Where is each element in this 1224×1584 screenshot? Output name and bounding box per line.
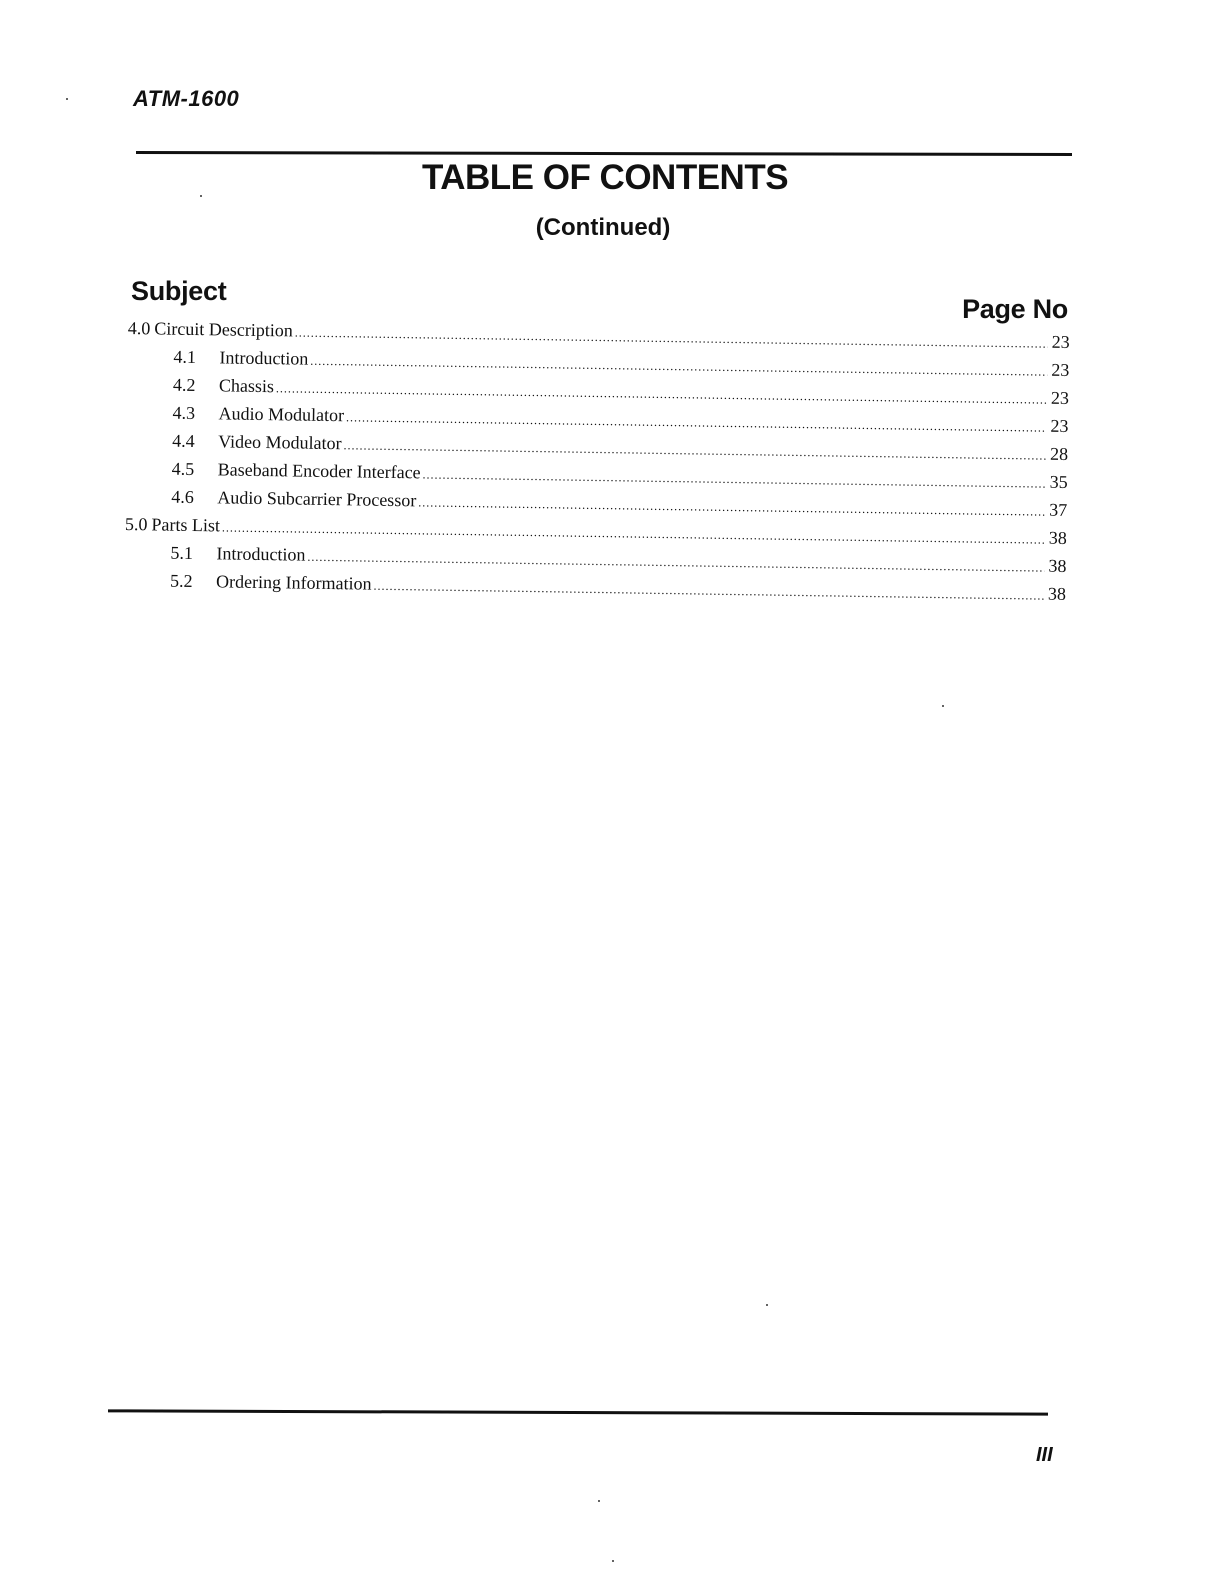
- scan-speck: [942, 705, 944, 707]
- toc-dot-leader: [346, 410, 1047, 435]
- toc-entry-page: 38: [1047, 583, 1067, 604]
- toc-entry-page: 23: [1051, 331, 1070, 352]
- toc-entry-label: Baseband Encoder Interface: [217, 459, 421, 483]
- page-subtitle: (Continued): [535, 214, 671, 241]
- toc-entry-page: 23: [1051, 359, 1070, 380]
- toc-entry-number: 5.0: [124, 513, 148, 535]
- toc-entry-number: 4.0: [127, 318, 151, 339]
- toc-entry-label: Audio Subcarrier Processor: [217, 487, 417, 511]
- toc-dot-leader: [422, 467, 1045, 491]
- toc-entry-label: Ordering Information: [215, 571, 372, 594]
- footer-rule: [108, 1409, 1048, 1415]
- toc-entry-page: 23: [1050, 415, 1069, 436]
- toc-dot-leader: [295, 325, 1048, 351]
- toc-entry-number: 5.2: [169, 570, 193, 591]
- table-of-contents: [124, 318, 1070, 612]
- toc-entry-number: 4.4: [172, 430, 195, 452]
- scan-speck: [66, 98, 68, 100]
- toc-entry-page: 28: [1049, 443, 1069, 464]
- header-rule: [136, 151, 1072, 156]
- toc-entry-label: Parts List: [151, 514, 221, 536]
- scan-speck: [612, 1560, 614, 1562]
- scan-speck: [200, 195, 202, 197]
- toc-entry-page: 37: [1049, 499, 1068, 520]
- toc-entry-label: Circuit Description: [154, 318, 293, 341]
- toc-entry-page: 23: [1050, 387, 1070, 408]
- scan-speck: [766, 1304, 768, 1306]
- toc-dot-leader: [307, 550, 1044, 576]
- scan-speck: [598, 1500, 600, 1502]
- toc-dot-leader: [418, 495, 1045, 519]
- page-number-column-heading: Page No: [962, 294, 1068, 324]
- toc-entry-page: 38: [1048, 527, 1067, 548]
- toc-dot-leader: [343, 438, 1046, 463]
- subject-column-heading: Subject: [131, 276, 227, 306]
- toc-entry-number: 4.1: [173, 346, 197, 368]
- toc-entry-number: 4.2: [172, 374, 196, 396]
- document-model-header: ATM-1600: [133, 86, 240, 111]
- page-number: III: [1036, 1444, 1053, 1466]
- toc-dot-leader: [310, 354, 1047, 380]
- toc-entry-label: Video Modulator: [218, 431, 342, 454]
- toc-entry-label: Introduction: [216, 543, 306, 565]
- toc-entry-number: 4.6: [171, 486, 195, 507]
- toc-entry-label: Chassis: [218, 375, 275, 397]
- toc-entry-label: Introduction: [219, 347, 309, 369]
- toc-entry-page: 35: [1049, 471, 1068, 492]
- toc-dot-leader: [373, 579, 1044, 604]
- toc-entry-number: 5.1: [170, 542, 194, 563]
- toc-entry-number: 4.5: [171, 458, 195, 479]
- toc-entry-label: Audio Modulator: [218, 403, 345, 426]
- toc-dot-leader: [276, 381, 1047, 407]
- toc-entry-number: 4.3: [172, 402, 196, 424]
- toc-entry-page: 38: [1048, 555, 1067, 576]
- page-title: TABLE OF CONTENTS: [421, 158, 789, 197]
